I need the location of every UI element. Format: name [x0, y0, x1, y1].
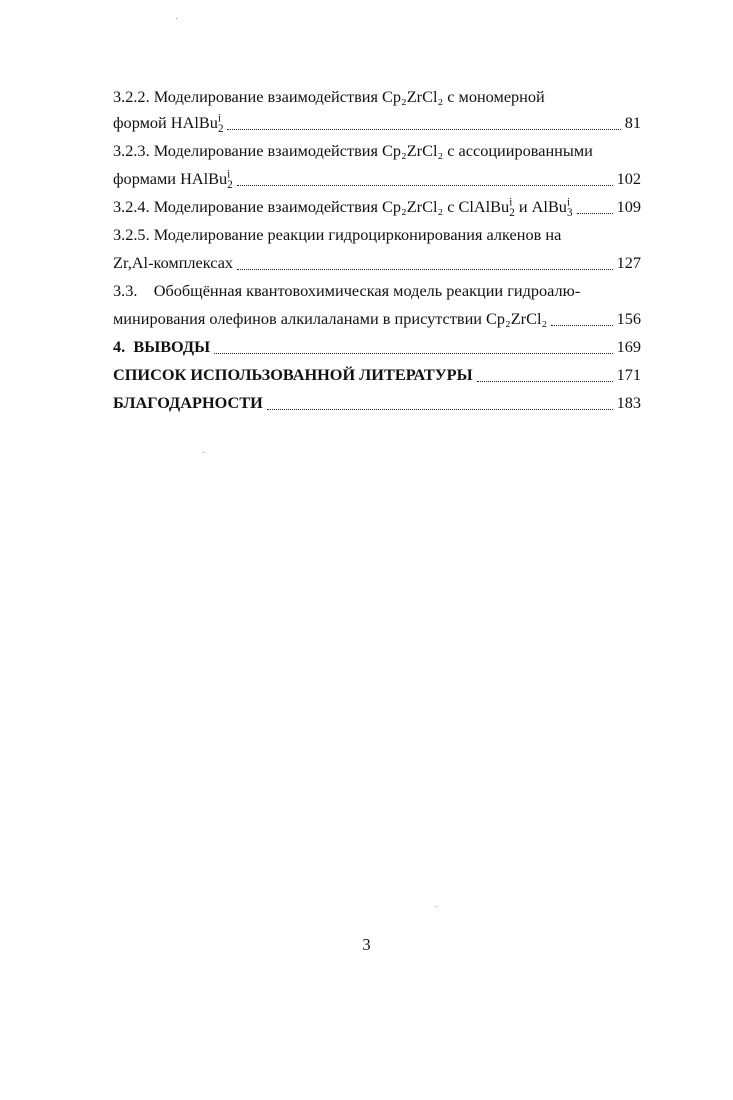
leader-dots	[227, 129, 620, 130]
leader-dots	[237, 185, 613, 186]
toc-section-acknowledgements[interactable]: БЛАГОДАРНОСТИ 183	[113, 390, 641, 416]
leader-dots	[551, 325, 612, 326]
page-number-ref: 109	[616, 197, 641, 216]
toc-entry-3-2-4[interactable]: 3.2.4. Моделирование взаимодействия Cp₂ZrCl₂ с ClAlBu$^i_2$ и AlBu$^i_3$ 109	[113, 194, 641, 220]
scan-speck	[203, 452, 204, 453]
toc-entry-3-3[interactable]: минирования олефинов алкилаланами в присутствии Cp₂ZrCl₂ 156	[113, 306, 641, 332]
leader-dots	[214, 353, 612, 354]
toc-entry-3-2-5-line1: 3.2.5. Моделирование реакции гидроцирконирования алкенов на	[113, 225, 562, 244]
page-number-ref: 156	[616, 309, 641, 328]
scan-speck	[436, 906, 437, 907]
toc-section-conclusions[interactable]: 4. ВЫВОДЫ 169	[113, 334, 641, 360]
leader-dots	[267, 409, 613, 410]
toc-entry-3-2-3-line1: 3.2.3. Моделирование взаимодействия Cp₂ZrCl₂ с ассоциированными	[113, 141, 593, 160]
page-number-ref: 102	[616, 169, 641, 188]
toc-entry-3-2-2-line1: 3.2.2. Моделирование взаимодействия Cp₂ZrCl₂ с мономерной	[113, 87, 545, 106]
leader-dots	[577, 213, 613, 214]
scan-speck	[176, 18, 177, 19]
page-number-ref: 171	[616, 365, 641, 384]
leader-dots	[237, 269, 613, 270]
toc-section-references[interactable]: СПИСОК ИСПОЛЬЗОВАННОЙ ЛИТЕРАТУРЫ 171	[113, 362, 641, 388]
page-number-ref: 169	[616, 337, 641, 356]
toc-entry-3-3-line1: 3.3. Обобщённая квантовохимическая модель реакции гидроалю-	[113, 281, 581, 300]
toc-entry-3-2-5[interactable]: Zr,Al-комплексах 127	[113, 250, 641, 276]
page-number-ref: 127	[616, 253, 641, 272]
toc-entry-3-2-2[interactable]: формой HAlBu$^i_2$ 81	[113, 110, 641, 136]
toc-entry-3-2-3[interactable]: формами HAlBu$^i_2$ 102	[113, 166, 641, 192]
page-number: 3	[362, 935, 371, 954]
leader-dots	[477, 381, 613, 382]
page-number-ref: 81	[624, 113, 641, 132]
page-number-ref: 183	[616, 393, 641, 412]
